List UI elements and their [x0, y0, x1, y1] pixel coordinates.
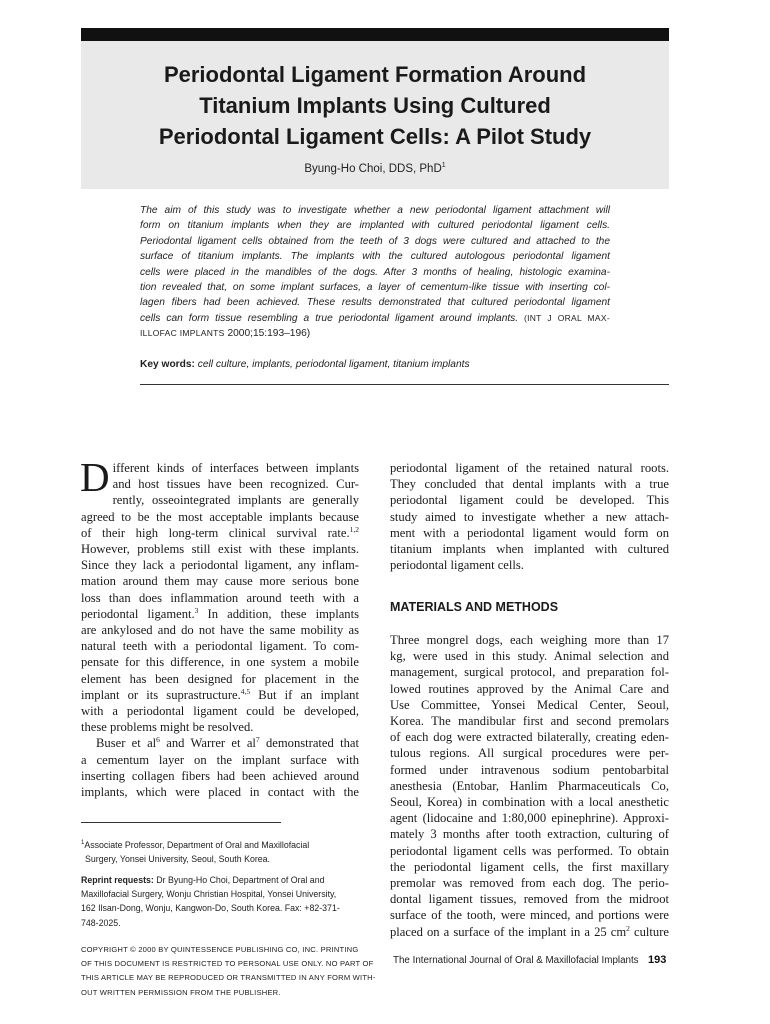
- body-line: inserting collagen fibers had been achieved around: [81, 768, 359, 783]
- citation: (INT J ORAL MAX-: [518, 312, 610, 323]
- citation-ref: 3: [194, 605, 199, 615]
- footnote-line: Surgery, Yonsei University, Seoul, South Korea.: [85, 854, 271, 865]
- body-line: Since they lack a periodontal ligament, any inflam-: [81, 558, 359, 573]
- body-text: of their high long-term clinical survival rate.: [81, 525, 350, 540]
- body-line: titanium implants when implanted with cultured: [390, 542, 669, 557]
- body-text: implant or its suprastructure.: [81, 687, 241, 702]
- body-line: [390, 924, 669, 940]
- body-line: loss than does inflammation around teeth with a: [81, 590, 359, 605]
- affiliation-footnote: [81, 836, 371, 866]
- body-line: anesthesia (Entobar, Hanlim Pharmaceuticals Co,: [390, 778, 669, 793]
- citation-ref: 6: [156, 735, 160, 745]
- abstract-line: [140, 311, 610, 326]
- copyright-line: THIS ARTICLE MAY BE REPRODUCED OR TRANSMITTED IN ANY FORM WITH-: [81, 973, 376, 983]
- body-line: [81, 687, 359, 703]
- title-line: Titanium Implants Using Cultured: [199, 93, 551, 118]
- copyright-line: OF THIS DOCUMENT IS RESTRICTED TO PERSONAL USE ONLY. NO PART OF: [81, 959, 374, 969]
- abstract-line: form on titanium implants when they are implanted with cultured periodontal ligament cells.: [140, 220, 610, 232]
- abstract-line: surface of titanium implants. The implants with the cultured autologous periodontal ligament: [140, 251, 610, 263]
- body-text: periodontal ligament.: [81, 606, 195, 621]
- body-line: [81, 735, 359, 751]
- title-line: Periodontal Ligament Cells: A Pilot Study: [158, 124, 592, 149]
- body-line: agent (lidocaine and 1:80,000 epinephrine). Approxi-: [390, 811, 669, 826]
- body-line: ifferent kinds of interfaces between implants: [112, 461, 359, 475]
- body-line: pensate for this difference, in one system a mobile: [81, 655, 359, 670]
- body-line: Korea. The mandibular first and second premolars: [390, 714, 669, 729]
- header-bar: [81, 28, 669, 41]
- author-footnote-mark: 1: [441, 162, 446, 169]
- journal-name: The International Journal of Oral & Maxillofacial Implants: [393, 955, 639, 966]
- body-line: ment with a periodontal ligament would form on: [390, 525, 669, 540]
- footnote-text: Associate Professor, Department of Oral and Maxillofacial: [84, 839, 310, 850]
- citation-journal: ILLOFAC IMPLANTS: [140, 328, 225, 339]
- copyright-line: OUT WRITTEN PERMISSION FROM THE PUBLISHER.: [81, 987, 281, 997]
- abstract-line: The aim of this study was to investigate whether a new periodontal ligament attachment will: [140, 205, 610, 216]
- article-title: [81, 59, 669, 152]
- body-line: element has been designed for placement in the: [81, 671, 359, 686]
- section-heading-materials-methods: MATERIALS AND METHODS: [390, 600, 559, 614]
- citation-ref: 1,2: [349, 524, 359, 534]
- body-line: agreed to be the most acceptable implants because: [81, 509, 359, 524]
- footnote-text: Dr Byung-Ho Choi, Department of Oral and: [153, 875, 325, 885]
- body-line: premolar was removed from each dog. The perio-: [390, 876, 669, 891]
- body-line: mately 3 months after tooth extraction, culturing of: [390, 827, 669, 842]
- body-text: In addition, these implants: [198, 606, 359, 621]
- abstract-line: [140, 326, 610, 341]
- body-line: study aimed to investigate whether a new attach-: [390, 509, 669, 524]
- abstract-divider: [140, 384, 669, 385]
- body-line: They concluded that dental implants with a true: [390, 477, 669, 492]
- abstract-text: cells can form tissue resembling a true periodontal ligament around implants.: [140, 312, 519, 324]
- body-line: with a periodontal ligament could be developed,: [81, 704, 359, 719]
- body-line: formed under intravenous sodium pentobarbital: [390, 762, 669, 777]
- body-text: placed on a surface of the implant in a 25 cm: [390, 924, 627, 939]
- body-line: and host tissues have been recognized. Cur-: [112, 477, 359, 492]
- methods-text: [390, 632, 669, 940]
- body-line: periodontal ligament of the retained natural roots.: [390, 461, 669, 475]
- footnote-mark: 1: [81, 840, 85, 846]
- body-line: rently, osseointegrated implants are generally: [112, 493, 359, 508]
- body-column-right: [390, 460, 669, 573]
- body-text: and Warrer et al: [159, 736, 256, 751]
- body-line: [81, 525, 359, 541]
- title-block: [81, 41, 669, 189]
- body-column-left: [80, 454, 359, 800]
- abstract: [140, 203, 610, 342]
- reprint-footnote: [81, 873, 371, 930]
- body-line: the periodontal ligament cells, the first maxillary: [390, 859, 669, 874]
- body-line: lowed routines approved by the Animal Care and: [390, 681, 669, 696]
- keywords-label: Key words:: [140, 359, 195, 370]
- reprint-label: Reprint requests:: [81, 875, 154, 885]
- body-line: these problems might be resolved.: [81, 720, 254, 735]
- body-line: dontal ligament tissues, removed from the midroot: [390, 892, 669, 907]
- copyright-line: COPYRIGHT © 2000 BY QUINTESSENCE PUBLISHING CO, INC. PRINTING: [81, 945, 359, 954]
- body-line: Three mongrel dogs, each weighing more than 17: [390, 633, 669, 647]
- abstract-line: Periodontal ligament cells obtained from the teeth of 3 dogs were cultured and attached to the: [140, 235, 610, 247]
- author-name: Byung-Ho Choi, DDS, PhD: [304, 162, 442, 175]
- abstract-line: cells were placed in the mandibles of the dogs. After 3 months of healing, histologic examina-: [140, 266, 610, 278]
- body-line: periodontal ligament cells.: [390, 558, 524, 573]
- body-text: Buser et al: [96, 736, 157, 751]
- drop-cap: D: [80, 454, 110, 500]
- body-line: a cementum layer on the implant surface with: [81, 752, 359, 767]
- citation-ref: 4,5: [240, 686, 251, 696]
- body-line: periodontal ligament cells was performed. To obtain: [390, 843, 669, 858]
- body-line: periodontal ligament could be developed. This: [390, 493, 669, 508]
- author-line: [81, 162, 669, 175]
- footnote-line: Maxillofacial Surgery, Wonju Christian Hospital, Yonsei University,: [81, 889, 337, 900]
- copyright-notice: [81, 943, 376, 1000]
- superscript: 2: [626, 923, 630, 933]
- footnote-line: 748-2025.: [81, 917, 121, 928]
- body-line: Use Committee, Yonsei Medical Center, Seoul,: [390, 697, 669, 712]
- body-line: surface of the tooth, were minced, and portions were: [390, 908, 669, 923]
- body-text: culture: [629, 924, 669, 939]
- body-line: kg, were used in this study. Animal selection and: [390, 649, 669, 664]
- keywords: [140, 359, 470, 370]
- footnote-divider: [81, 822, 281, 823]
- body-line: of each dog were extracted bilaterally, creating eden-: [390, 730, 669, 745]
- body-line: natural teeth with a periodontal ligament. To com-: [81, 639, 359, 654]
- body-line: Seoul, Korea) in combination with a local anesthetic: [390, 795, 669, 810]
- abstract-line: lagen fibers had been achieved. These results demonstrated that cultured periodontal ligament: [140, 297, 610, 309]
- body-text: demonstrated that: [259, 736, 359, 751]
- body-line: are ankylosed and do not have the same mobility as: [81, 623, 359, 638]
- body-line: implants, which were placed in contact with the: [81, 785, 359, 800]
- body-line: management, surgical protocol, and preparation fol-: [390, 665, 669, 680]
- footnote-line: [81, 873, 371, 887]
- footnote-line: [81, 836, 371, 852]
- body-line: However, problems still exist with these implants.: [81, 542, 359, 557]
- footnote-line: 162 Ilsan-Dong, Wonju, Kangwon-Do, South Korea. Fax: +82-371-: [81, 903, 340, 914]
- body-text: But if an implant: [250, 687, 359, 702]
- title-line: Periodontal Ligament Formation Around: [163, 62, 587, 87]
- body-line: [81, 606, 359, 622]
- citation-volume: 2000;15:193–196): [224, 328, 311, 340]
- citation-ref: 7: [255, 735, 260, 745]
- body-line: tulous regions. All surgical procedures were per-: [390, 746, 669, 761]
- body-line: mation around them may cause more serious bone: [81, 574, 359, 589]
- keywords-list: cell culture, implants, periodontal ligament, titanium implants: [197, 359, 470, 370]
- abstract-line: tion revealed that, on some implant surfaces, a layer of cementum-like tissue with inserting col-: [140, 282, 610, 294]
- page-number: 193: [648, 954, 667, 966]
